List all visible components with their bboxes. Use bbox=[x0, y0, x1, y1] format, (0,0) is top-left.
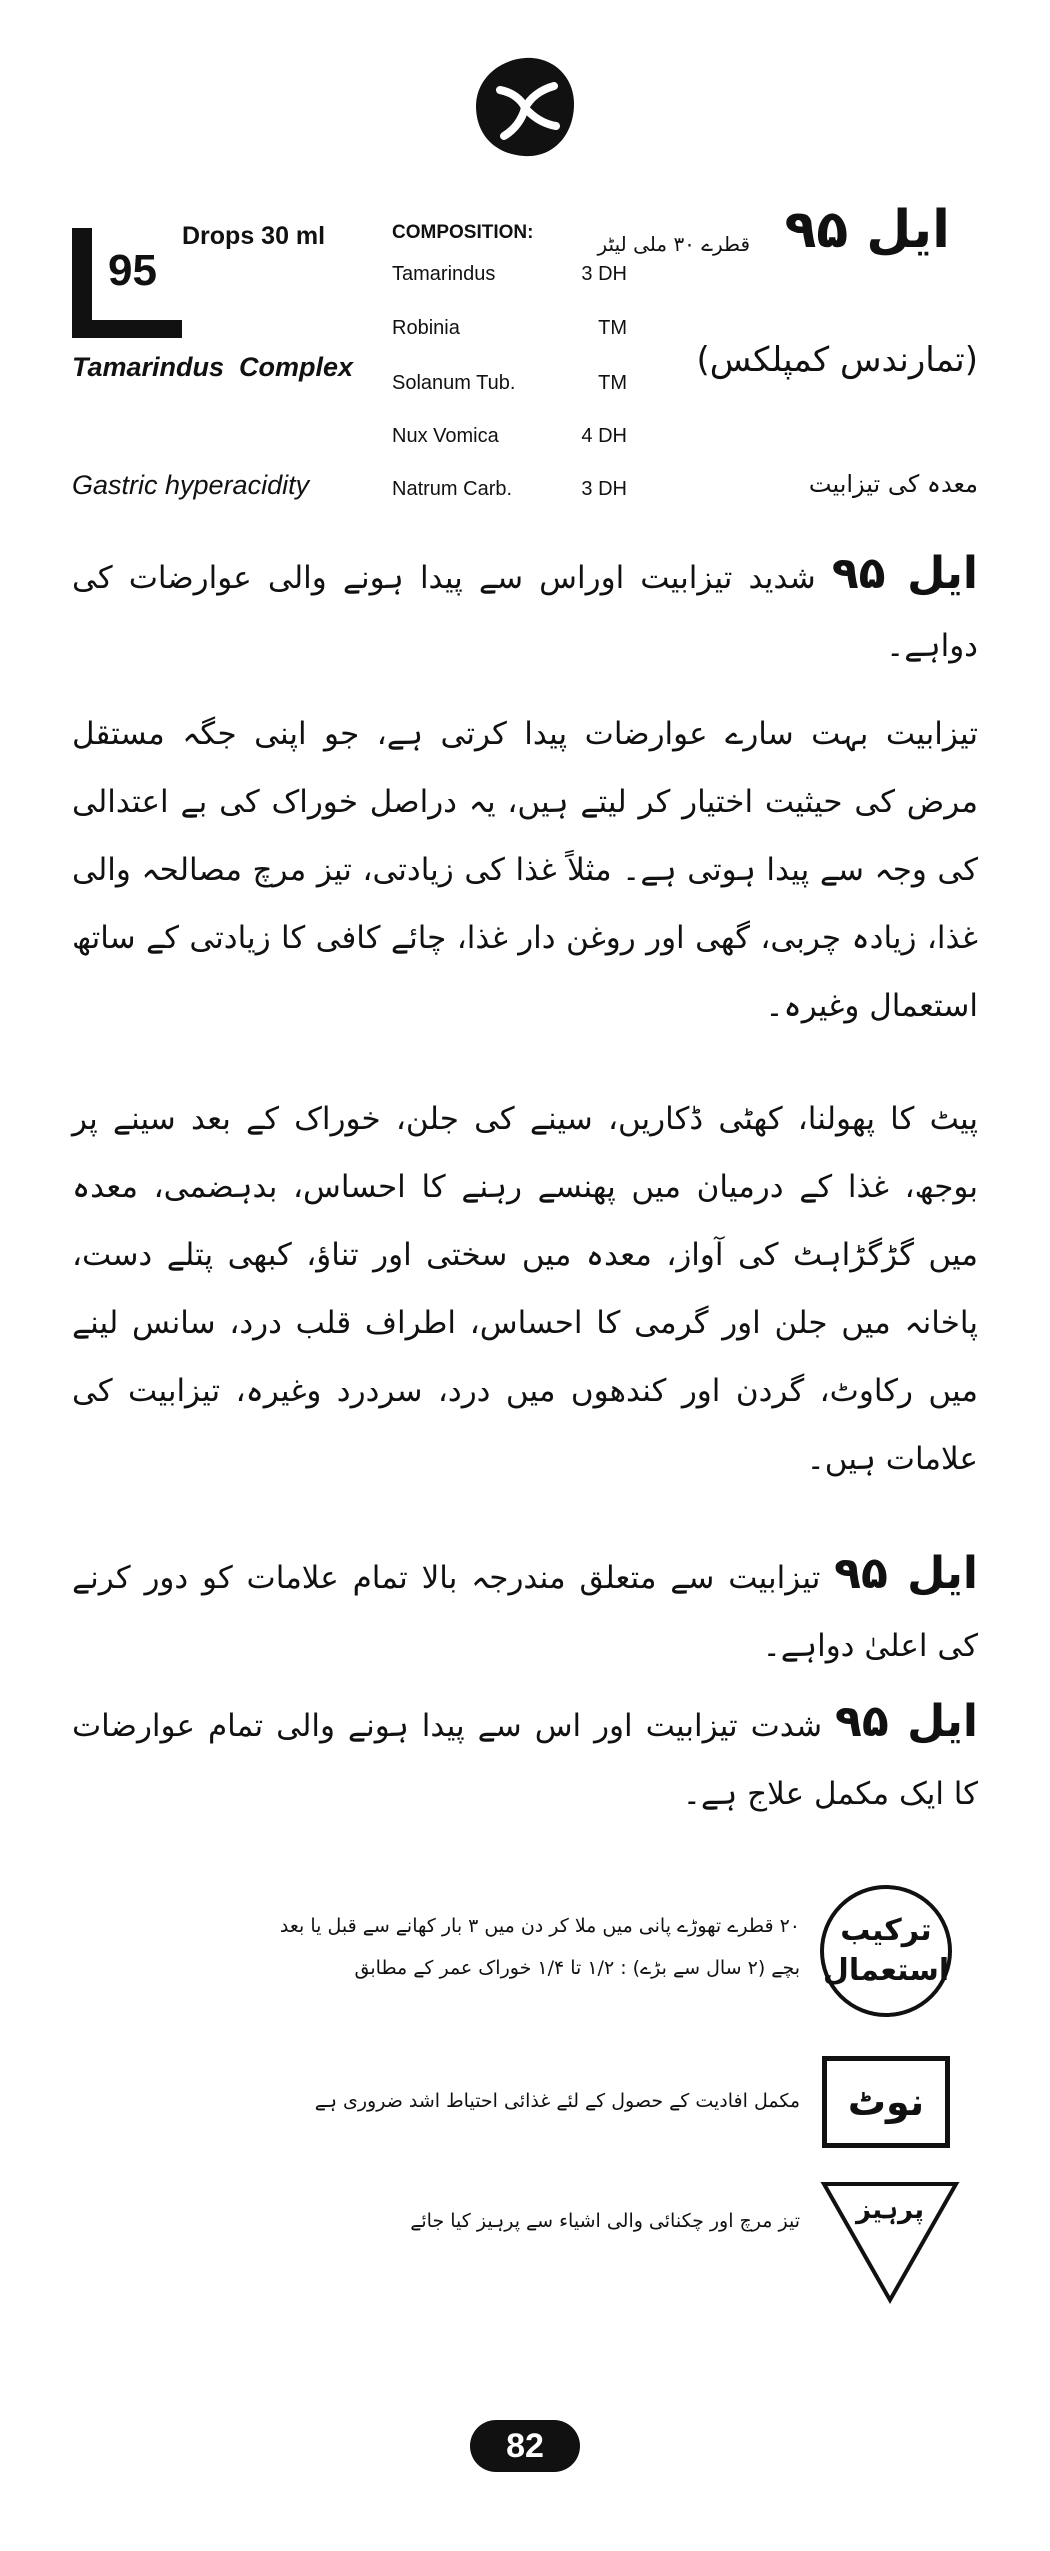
usage-instructions bbox=[120, 1905, 800, 1989]
treatment-paragraph bbox=[72, 1688, 978, 1828]
usage-line: بچے (۲ سال سے بڑے) : ۱/۲ تا ۱/۴ خوراک عمر کے مطابق bbox=[354, 1957, 800, 1979]
usage-line: ۲۰ قطرے تھوڑے پانی میں ملا کر دن میں ۳ بار کھانے سے قبل یا بعد bbox=[279, 1915, 800, 1937]
paragraph-text: شدت تیزابیت اور اس سے پیدا ہونے والی تمام عوارضات کا ایک مکمل علاج ہے۔ bbox=[72, 1708, 978, 1812]
intro-paragraph bbox=[72, 540, 978, 680]
ingredient-potency: 4 DH bbox=[581, 425, 627, 447]
ingredient-name: Robinia bbox=[392, 317, 460, 339]
note-text: مکمل افادیت کے حصول کے لئے غذائی احتیاط اشد ضروری ہے bbox=[314, 2090, 800, 2112]
paragraph-text: پیٹ کا پھولنا، کھٹی ڈکاریں، سینے کی جلن، خوراک کے بعد سینے پر بوجھ، غذا کے درمیان میں پھنسے رہنے کا احساس، بدہضمی، معدہ میں گڑگڑاہٹ کی آواز، معدہ میں سختی اور تناؤ، کبھی پتلے دست، پاخانہ میں جلن اور گرمی کا احساس، اطراف قلب درد، سانس لینے میں رکاوٹ، گردن اور کندھوں میں درد، سردرد وغیرہ، تیزابیت کی علامات ہیں۔ bbox=[72, 1101, 978, 1477]
page-number-badge: 82 bbox=[470, 2420, 580, 2472]
paragraph-text: تیزابیت سے متعلق مندرجہ بالا تمام علامات کو دور کرنے کی اعلیٰ دواہے۔ bbox=[72, 1560, 978, 1664]
ingredient-potency: 3 DH bbox=[581, 478, 627, 500]
brand-name: ایل ۹۵ bbox=[831, 548, 978, 599]
ingredient-potency: 3 DH bbox=[581, 263, 627, 285]
ingredient-name: Solanum Tub. bbox=[392, 372, 516, 394]
brand-name: ایل ۹۵ bbox=[834, 1548, 978, 1599]
indication-urdu: معدہ کی تیزابیت bbox=[808, 470, 978, 498]
causes-paragraph bbox=[72, 700, 978, 1040]
product-code-number: 95 bbox=[108, 246, 157, 295]
product-name-english: Tamarindus Complex bbox=[72, 352, 354, 382]
product-title-urdu: ایل ۹۵ bbox=[784, 200, 950, 260]
ingredient-name: Natrum Carb. bbox=[392, 478, 513, 500]
paragraph-text: تیزابیت بہت سارے عوارضات پیدا کرتی ہے، جو اپنی جگہ مستقل مرض کی حیثیت اختیار کر لیتے ہیں، یہ دراصل خوراک کی بے اعتدالی کی وجہ سے پیدا ہوتی ہے۔ مثلاً غذا کی زیادتی، تیز مرچ مصالحہ والی غذا، زیادہ چربی، گھی اور روغن دار غذا، چائے کافی کا زیادتی کے ساتھ استعمال وغیرہ۔ bbox=[72, 716, 978, 1024]
drops-volume-label: Drops 30 ml bbox=[182, 222, 326, 250]
ingredient-potency: TM bbox=[598, 317, 627, 339]
indication-english: Gastric hyperacidity bbox=[72, 470, 310, 500]
avoid-label: پرہیز bbox=[856, 2195, 924, 2225]
usage-badge: ترکیب استعمال bbox=[820, 1885, 952, 2017]
avoid-text: تیز مرچ اور چکنائی والی اشیاء سے پرہیز کیا جائے bbox=[410, 2210, 800, 2232]
composition-heading: COMPOSITION: bbox=[392, 222, 534, 243]
l-letter-base bbox=[72, 320, 182, 338]
ingredient-name: Nux Vomica bbox=[392, 425, 499, 447]
brand-name: ایل ۹۵ bbox=[835, 1696, 978, 1747]
brand-logo-icon bbox=[470, 52, 580, 162]
product-code-mark bbox=[72, 228, 182, 338]
paragraph-text: شدید تیزابیت اوراس سے پیدا ہونے والی عوارضات کی دواہے۔ bbox=[72, 560, 978, 664]
symptoms-paragraph bbox=[72, 1085, 978, 1493]
ingredient-name: Tamarindus bbox=[392, 263, 496, 285]
ingredient-potency: TM bbox=[598, 372, 627, 394]
remedy-paragraph bbox=[72, 1540, 978, 1680]
note-badge: نوٹ bbox=[822, 2056, 950, 2148]
drops-volume-urdu: قطرے ۳۰ ملی لیٹر bbox=[597, 232, 750, 256]
product-subtitle-urdu: (تمارندس کمپلکس) bbox=[696, 340, 978, 380]
